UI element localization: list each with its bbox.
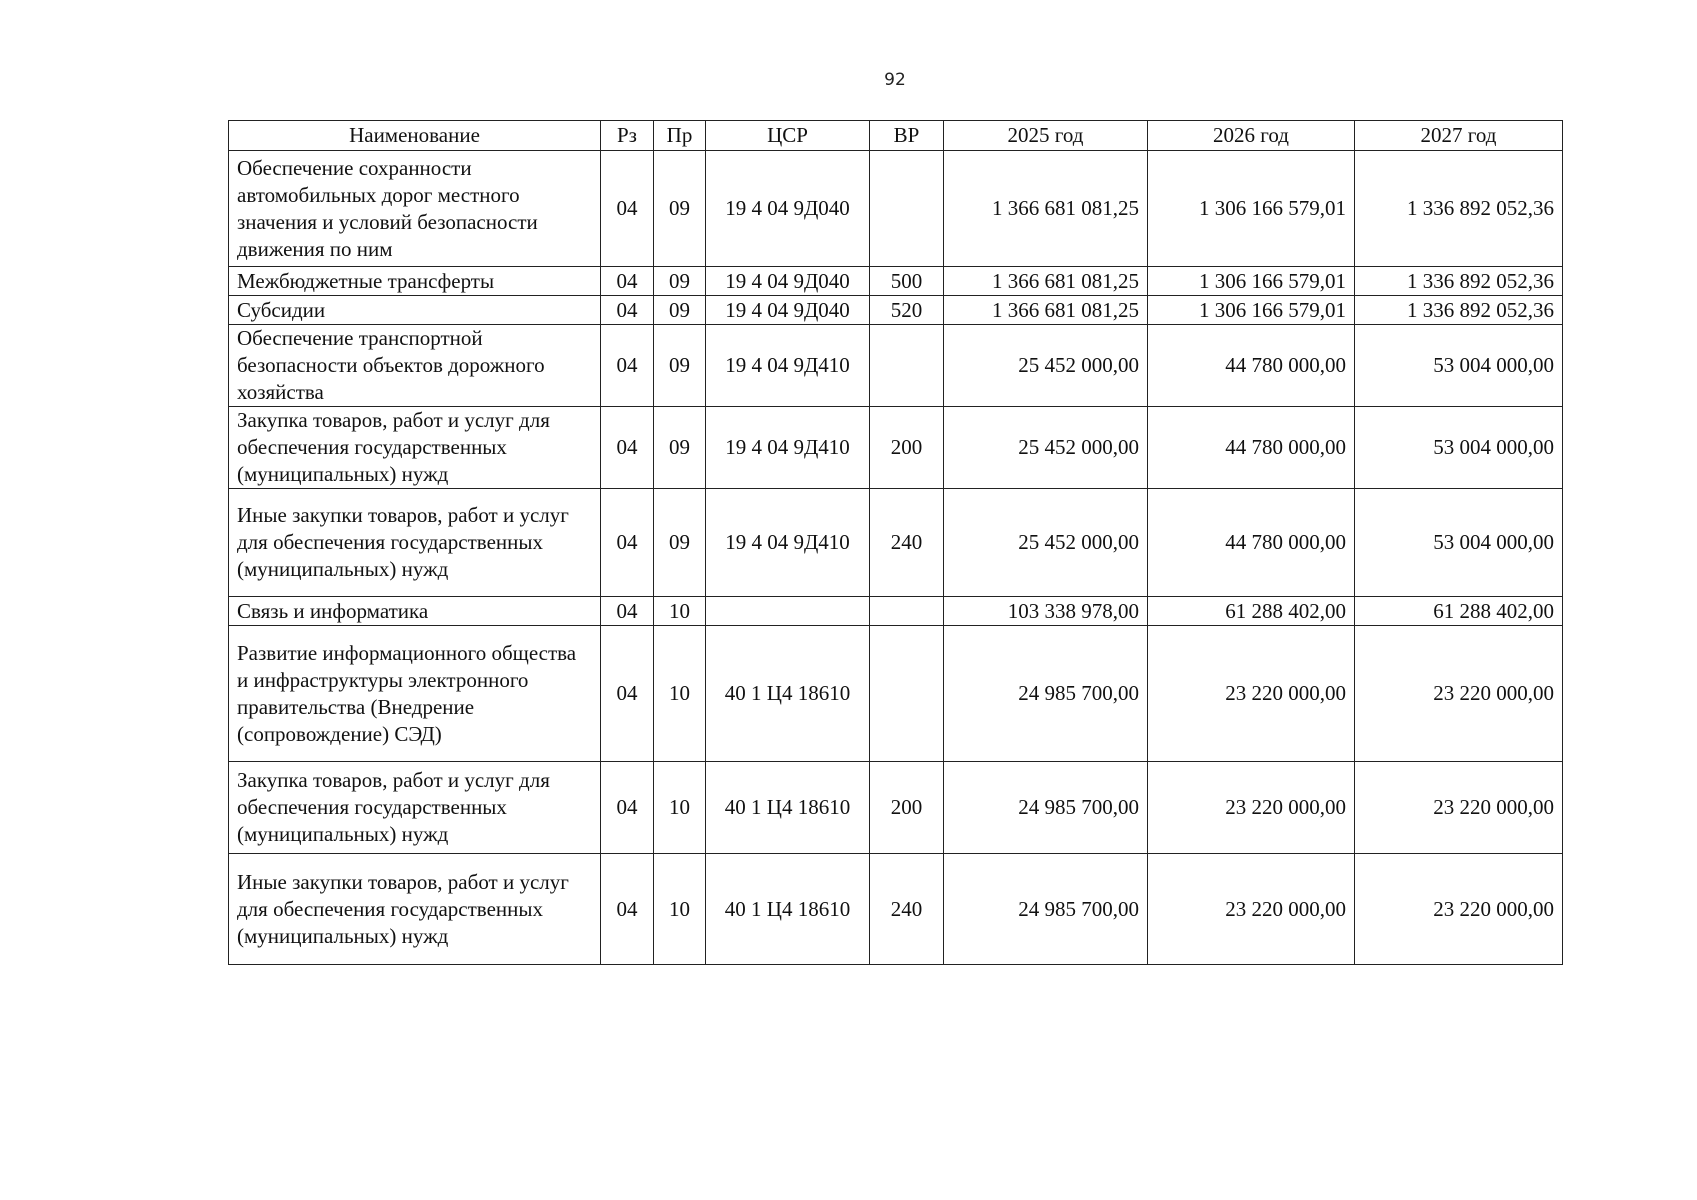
cell-csr: 19 4 04 9Д410 [706,489,870,597]
cell-pr: 10 [654,597,706,626]
cell-2025: 24 985 700,00 [944,854,1148,965]
cell-rz: 04 [601,151,654,267]
table-row [229,762,1563,854]
cell-csr: 19 4 04 9Д410 [706,325,870,407]
cell-2026: 1 306 166 579,01 [1148,267,1355,296]
cell-rz: 04 [601,854,654,965]
cell-name: Субсидии [229,296,601,325]
cell-csr: 40 1 Ц4 18610 [706,626,870,762]
cell-csr: 19 4 04 9Д410 [706,407,870,489]
cell-rz: 04 [601,626,654,762]
cell-vr [870,325,944,407]
cell-2026: 1 306 166 579,01 [1148,151,1355,267]
cell-csr: 19 4 04 9Д040 [706,267,870,296]
budget-table [228,120,1563,965]
header-2027: 2027 год [1355,121,1563,151]
cell-rz: 04 [601,762,654,854]
cell-pr: 09 [654,325,706,407]
table-row [229,626,1563,762]
cell-csr: 19 4 04 9Д040 [706,151,870,267]
cell-2026: 23 220 000,00 [1148,854,1355,965]
cell-2027: 61 288 402,00 [1355,597,1563,626]
header-csr: ЦСР [706,121,870,151]
cell-2026: 61 288 402,00 [1148,597,1355,626]
cell-2025: 103 338 978,00 [944,597,1148,626]
cell-name: Иные закупки товаров, работ и услуг для обеспечения государственных (муниципальных) нужд [229,854,601,965]
cell-pr: 09 [654,151,706,267]
cell-2026: 44 780 000,00 [1148,325,1355,407]
cell-name: Иные закупки товаров, работ и услуг для обеспечения государственных (муниципальных) нужд [229,489,601,597]
cell-pr: 09 [654,407,706,489]
cell-vr: 520 [870,296,944,325]
header-pr: Пр [654,121,706,151]
page-number: 92 [884,70,906,90]
cell-2025: 25 452 000,00 [944,489,1148,597]
cell-name: Обеспечение сохранности автомобильных дорог местного значения и условий безопасности движения по ним [229,151,601,267]
cell-2027: 53 004 000,00 [1355,489,1563,597]
cell-vr [870,151,944,267]
table-row [229,407,1563,489]
cell-pr: 09 [654,489,706,597]
cell-rz: 04 [601,325,654,407]
cell-rz: 04 [601,267,654,296]
table-row [229,854,1563,965]
cell-2026: 1 306 166 579,01 [1148,296,1355,325]
cell-2027: 23 220 000,00 [1355,854,1563,965]
table-header [229,121,1563,151]
cell-name: Закупка товаров, работ и услуг для обеспечения государственных (муниципальных) нужд [229,762,601,854]
header-2025: 2025 год [944,121,1148,151]
cell-pr: 09 [654,296,706,325]
cell-2027: 1 336 892 052,36 [1355,296,1563,325]
cell-name: Закупка товаров, работ и услуг для обеспечения государственных (муниципальных) нужд [229,407,601,489]
cell-2025: 25 452 000,00 [944,407,1148,489]
header-2026: 2026 год [1148,121,1355,151]
cell-2027: 23 220 000,00 [1355,626,1563,762]
cell-2026: 23 220 000,00 [1148,626,1355,762]
cell-2025: 1 366 681 081,25 [944,296,1148,325]
cell-vr: 200 [870,762,944,854]
cell-vr: 240 [870,489,944,597]
cell-2026: 23 220 000,00 [1148,762,1355,854]
cell-rz: 04 [601,489,654,597]
cell-2027: 53 004 000,00 [1355,407,1563,489]
cell-csr: 19 4 04 9Д040 [706,296,870,325]
cell-pr: 10 [654,762,706,854]
cell-pr: 09 [654,267,706,296]
cell-vr: 500 [870,267,944,296]
cell-rz: 04 [601,296,654,325]
cell-name: Обеспечение транспортной безопасности объектов дорожного хозяйства [229,325,601,407]
header-rz: Рз [601,121,654,151]
cell-csr: 40 1 Ц4 18610 [706,762,870,854]
cell-csr [706,597,870,626]
table-row [229,597,1563,626]
cell-vr [870,626,944,762]
cell-2025: 24 985 700,00 [944,762,1148,854]
cell-2026: 44 780 000,00 [1148,489,1355,597]
header-name: Наименование [229,121,601,151]
cell-rz: 04 [601,597,654,626]
cell-2025: 1 366 681 081,25 [944,267,1148,296]
header-vr: ВР [870,121,944,151]
cell-name: Развитие информационного общества и инфраструктуры электронного правительства (Внедрение (сопровождение) СЭД) [229,626,601,762]
table-row [229,151,1563,267]
cell-name: Связь и информатика [229,597,601,626]
cell-2025: 25 452 000,00 [944,325,1148,407]
cell-name: Межбюджетные трансферты [229,267,601,296]
table-row [229,267,1563,296]
cell-vr [870,597,944,626]
cell-2027: 53 004 000,00 [1355,325,1563,407]
cell-pr: 10 [654,854,706,965]
cell-rz: 04 [601,407,654,489]
cell-csr: 40 1 Ц4 18610 [706,854,870,965]
table-row [229,296,1563,325]
cell-2027: 1 336 892 052,36 [1355,267,1563,296]
cell-vr: 240 [870,854,944,965]
table-row [229,325,1563,407]
cell-2025: 1 366 681 081,25 [944,151,1148,267]
cell-pr: 10 [654,626,706,762]
header-row [229,121,1563,151]
cell-2027: 23 220 000,00 [1355,762,1563,854]
table-row [229,489,1563,597]
table-body [229,151,1563,965]
cell-2026: 44 780 000,00 [1148,407,1355,489]
cell-2025: 24 985 700,00 [944,626,1148,762]
cell-2027: 1 336 892 052,36 [1355,151,1563,267]
cell-vr: 200 [870,407,944,489]
